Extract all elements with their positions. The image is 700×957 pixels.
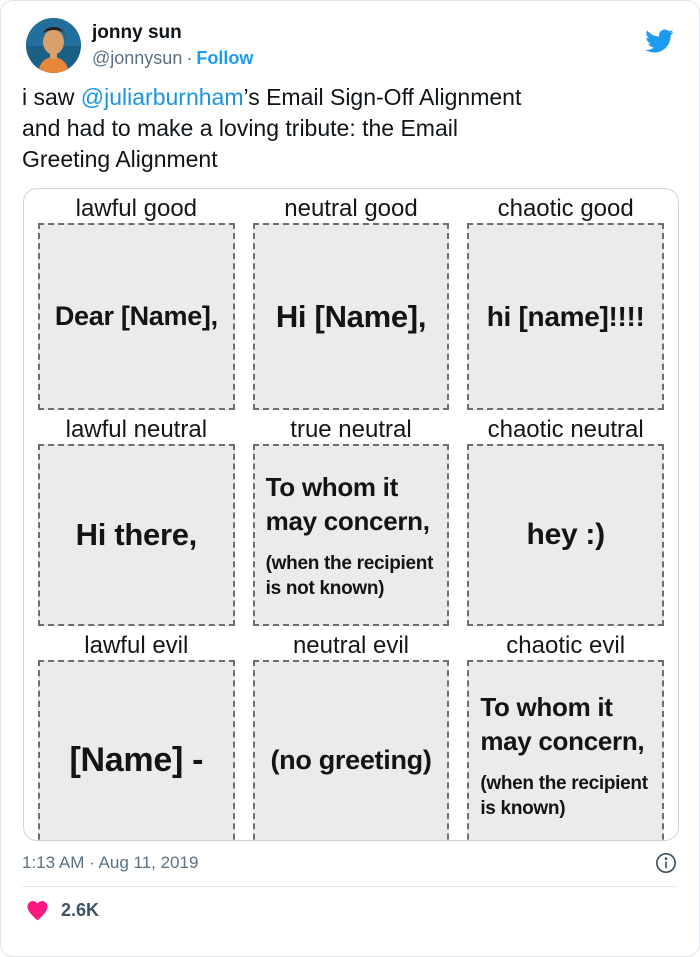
cell-box xyxy=(253,444,450,626)
alignment-cell xyxy=(253,195,450,410)
author-name: jonny sun xyxy=(92,22,182,43)
heart-icon xyxy=(26,900,49,921)
cell-greeting: hey :) xyxy=(526,518,605,551)
heart-glyph xyxy=(26,900,49,921)
separator-dot: · xyxy=(186,48,193,68)
tweet-text-line xyxy=(22,144,678,175)
avatar[interactable] xyxy=(26,18,81,73)
alignment-cell xyxy=(467,632,664,841)
alignment-cell xyxy=(253,632,450,841)
like-count: 2.6K xyxy=(61,900,100,920)
cell-box xyxy=(38,223,235,410)
tweet-text-segment: Greeting Alignment xyxy=(22,146,218,172)
cell-label: lawful evil xyxy=(84,632,189,659)
cell-note: (when the recipient is known) xyxy=(480,773,648,819)
cell-label: lawful neutral xyxy=(65,416,208,443)
mention-link[interactable]: @juliarburnham xyxy=(80,84,244,110)
tweet-text-segment: and had to make a loving tribute: the Email xyxy=(22,115,458,141)
cell-label: chaotic evil xyxy=(506,632,626,659)
author-handle: @jonnysun xyxy=(92,48,183,68)
cell-greeting: (no greeting) xyxy=(270,744,432,775)
cell-greeting: To whom it may concern, xyxy=(265,471,430,536)
alignment-cell xyxy=(38,195,235,410)
cell-greeting: Hi there, xyxy=(75,517,197,552)
cell-note: (when the recipient is not known) xyxy=(265,552,434,599)
cell-box xyxy=(38,444,235,626)
cell-label: chaotic neutral xyxy=(487,416,644,443)
cell-box xyxy=(253,223,450,410)
cell-greeting: hi [name]!!!! xyxy=(486,300,645,332)
tweet-text-line xyxy=(22,113,678,144)
info-circle-icon[interactable] xyxy=(655,852,677,874)
alignment-cell xyxy=(253,416,450,626)
cell-greeting: Dear [Name], xyxy=(54,301,218,331)
tweet-text-segment: ’s Email Sign-Off Alignment xyxy=(243,84,522,110)
tweet-text-line xyxy=(22,82,678,113)
alignment-chart-image[interactable] xyxy=(23,188,679,841)
cell-greeting: To whom it may concern, xyxy=(480,692,645,756)
tweet-text xyxy=(1,73,699,175)
twitter-bird-glyph xyxy=(641,26,677,56)
author-block xyxy=(92,18,253,71)
cell-box xyxy=(253,660,450,841)
like-link[interactable] xyxy=(1,887,699,921)
cell-greeting: Hi [Name], xyxy=(275,298,427,334)
cell-label: true neutral xyxy=(290,416,412,443)
tweet-header xyxy=(1,1,699,73)
tweet-text-segment: i saw xyxy=(22,84,81,110)
timestamp[interactable]: 1:13 AM · Aug 11, 2019 xyxy=(22,853,199,872)
twitter-bird-icon[interactable] xyxy=(641,26,677,56)
cell-box xyxy=(467,660,664,841)
follow-button[interactable]: Follow xyxy=(196,48,254,68)
alignment-cell xyxy=(38,416,235,626)
cell-label: lawful good xyxy=(75,195,198,222)
alignment-cell xyxy=(467,195,664,410)
info-circle-glyph xyxy=(655,852,677,874)
cell-box xyxy=(467,223,664,410)
cell-box xyxy=(38,660,235,841)
alignment-cell xyxy=(38,632,235,841)
profile-photo xyxy=(26,18,81,73)
cell-label: neutral good xyxy=(284,195,418,222)
cell-greeting: [Name] - xyxy=(69,740,204,779)
cell-label: chaotic good xyxy=(497,195,634,222)
cell-box xyxy=(467,444,664,626)
cell-label: neutral evil xyxy=(292,632,410,659)
handle-row xyxy=(92,46,253,71)
meta-row xyxy=(1,841,699,874)
alignment-cell xyxy=(467,416,664,626)
